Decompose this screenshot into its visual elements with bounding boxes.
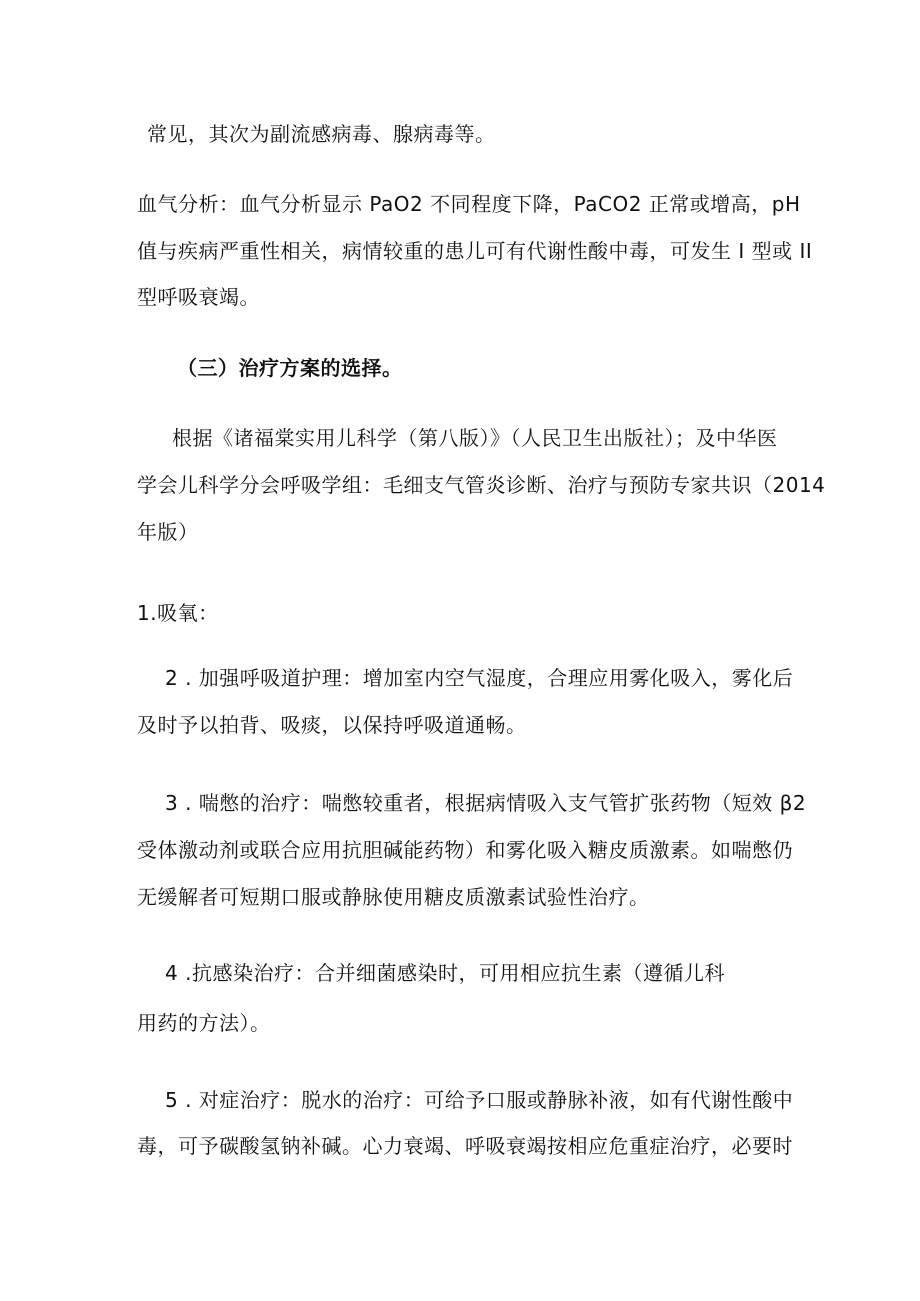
basis-line-2: 学会儿科学分会呼吸学组：毛细支气管炎诊断、治疗与预防专家共识（2014 [137, 473, 826, 497]
item-5-line-1: 5 . 对症治疗：脱水的治疗：可给予口服或静脉补液，如有代谢性酸中 [165, 1088, 794, 1112]
basis-line-3: 年版） [137, 520, 199, 544]
item-3-line-3: 无缓解者可短期口服或静脉使用糖皮质激素试验性治疗。 [137, 885, 650, 909]
item-4-line-2: 用药的方法）。 [137, 1011, 271, 1035]
item-3-line-1: 3 . 喘憋的治疗：喘憋较重者，根据病情吸入支气管扩张药物（短效 β2 [165, 791, 807, 815]
item-5-line-2: 毒，可予碳酸氢钠补碱。心力衰竭、呼吸衰竭按相应危重症治疗，必要时 [137, 1134, 793, 1158]
blood-gas-line-1: 血气分析：血气分析显示 PaO2 不同程度下降，PaCO2 正常或增高，pH [137, 192, 801, 216]
blood-gas-line-3: 型呼吸衰竭。 [137, 285, 260, 309]
item-4-line-1: 4 .抗感染治疗：合并细菌感染时，可用相应抗生素（遵循儿科 [165, 961, 725, 985]
intro-line: 常见，其次为副流感病毒、腺病毒等。 [147, 122, 496, 146]
item-2-line-1: 2 . 加强呼吸道护理：增加室内空气湿度，合理应用雾化吸入，雾化后 [165, 666, 794, 690]
section-heading: （三）治疗方案的选择。 [177, 356, 403, 380]
blood-gas-line-2: 值与疾病严重性相关，病情较重的患儿可有代谢性酸中毒，可发生 I 型或 II [137, 239, 813, 263]
item-3-line-2: 受体激动剂或联合应用抗胆碱能药物）和雾化吸入糖皮质激素。如喘憋仍 [137, 838, 793, 862]
item-2-line-2: 及时予以拍背、吸痰，以保持呼吸道通畅。 [137, 713, 527, 737]
basis-line-1: 根据《诸福棠实用儿科学（第八版）》（人民卫生出版社）；及中华医 [172, 426, 778, 450]
item-1-oxygen: 1.吸氧： [137, 601, 219, 625]
